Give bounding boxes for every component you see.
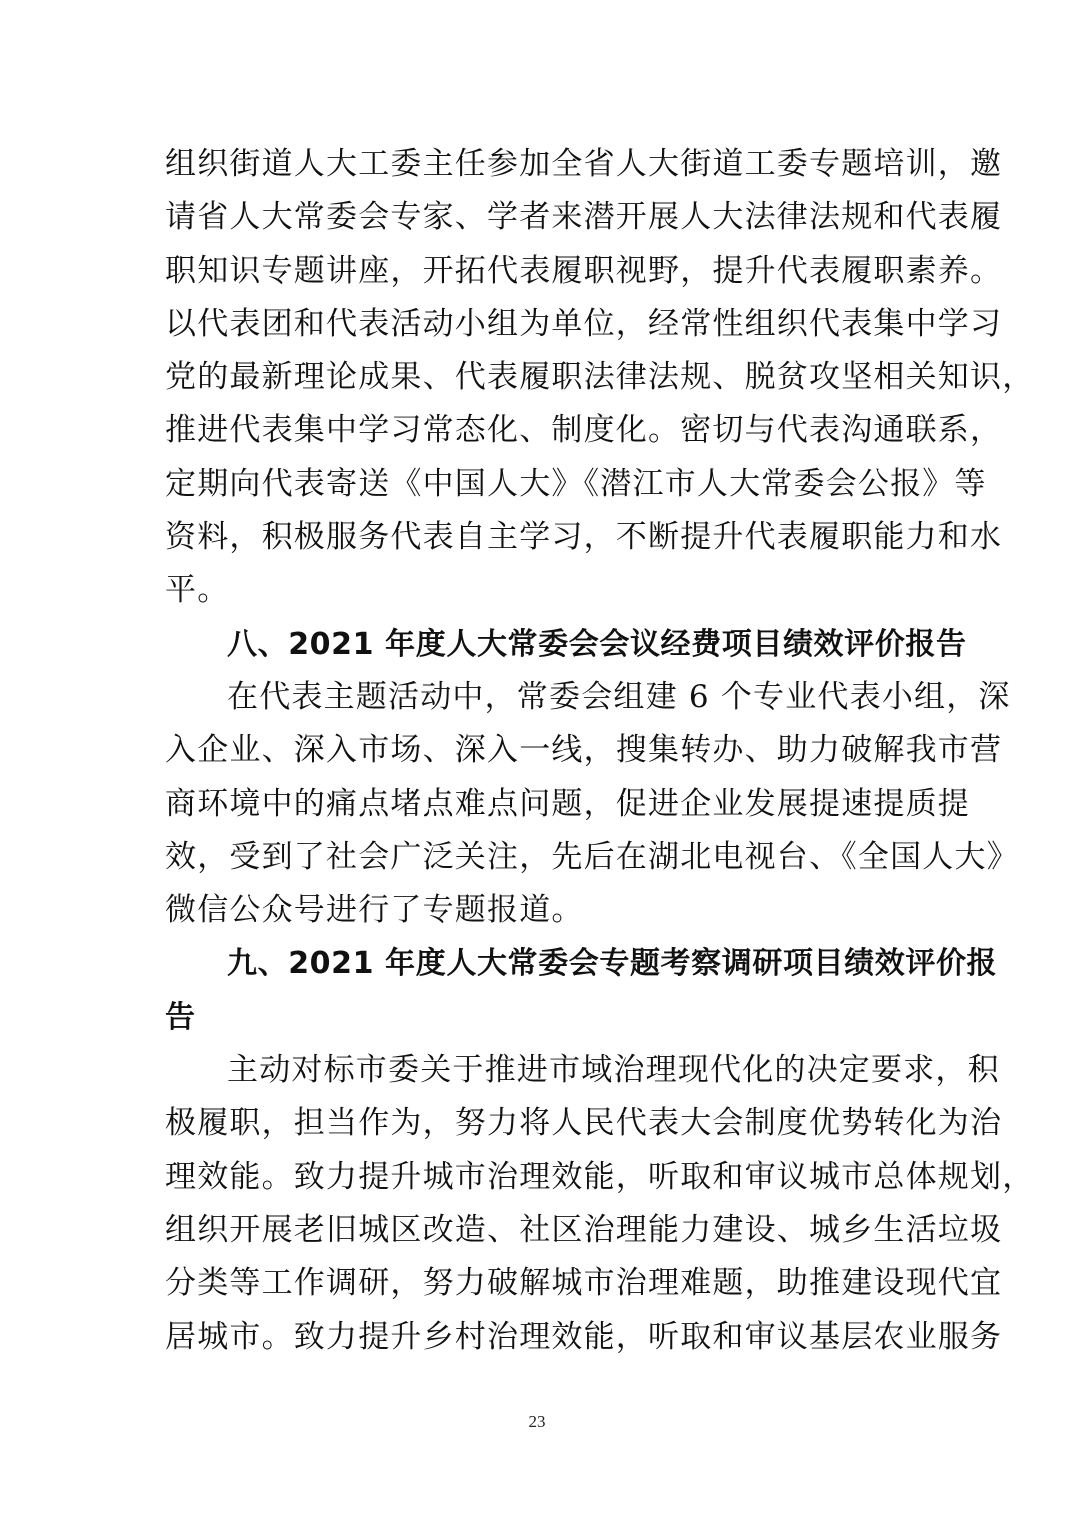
text-line: 入企业、深入市场、深入一线，搜集转办、助力破解我市营 xyxy=(165,732,1003,769)
text-line: 定期向代表寄送《中国人大》《潜江市人大常委会公报》等 xyxy=(165,465,987,502)
text-line: 组织街道人大工委主任参加全省人大街道工委专题培训，邀 xyxy=(165,146,1003,182)
text-line: 极履职，担当作为，努力将人民代表大会制度优势转化为治 xyxy=(165,1105,1003,1142)
text-line: 推进代表集中学习常态化、制度化。密切与代表沟通联系， xyxy=(165,412,1003,449)
text-line: 党的最新理论成果、代表履职法律法规、脱贫攻坚相关知识， xyxy=(165,359,1035,396)
text-line: 商环境中的痛点堵点难点问题，促进企业发展提速提质提 xyxy=(165,785,970,822)
text-line: 职知识专题讲座，开拓代表履职视野，提升代表履职素养。 xyxy=(165,252,1003,289)
paragraph-first-line: 在代表主题活动中，常委会组建 6 个专业代表小组，深 xyxy=(227,678,1011,715)
text-line: 组织开展老旧城区改造、社区治理能力建设、城乡生活垃圾 xyxy=(165,1211,1003,1248)
text-line: 效，受到了社会广泛关注，先后在湖北电视台、《全国人大》 xyxy=(165,838,1019,875)
text-line: 居城市。致力提升乡村治理效能，听取和审议基层农业服务 xyxy=(165,1318,1003,1355)
text-line: 请省人大常委会专家、学者来潜开展人大法律法规和代表履 xyxy=(165,199,1003,236)
section-heading-9-cont: 告 xyxy=(165,999,196,1035)
text-line: 平。 xyxy=(165,572,230,609)
text-line: 微信公众号进行了专题报道。 xyxy=(165,892,584,929)
text-line: 以代表团和代表活动小组为单位，经常性组织代表集中学习 xyxy=(165,305,1003,342)
text-line: 资料，积极服务代表自主学习，不断提升代表履职能力和水 xyxy=(165,519,1003,556)
page-number: 23 xyxy=(528,1412,546,1431)
body-text xyxy=(165,138,1035,1364)
text-line: 理效能。致力提升城市治理效能，听取和审议城市总体规划， xyxy=(165,1158,1035,1195)
text-line: 分类等工作调研，努力破解城市治理难题，助推建设现代宜 xyxy=(165,1265,1003,1302)
section-heading-9: 九、2021 年度人大常委会专题考察调研项目绩效评价报 xyxy=(227,946,998,982)
paragraph-first-line: 主动对标市委关于推进市域治理现代化的决定要求，积 xyxy=(227,1052,1000,1089)
section-heading-8: 八、2021 年度人大常委会会议经费项目绩效评价报告 xyxy=(227,626,967,662)
